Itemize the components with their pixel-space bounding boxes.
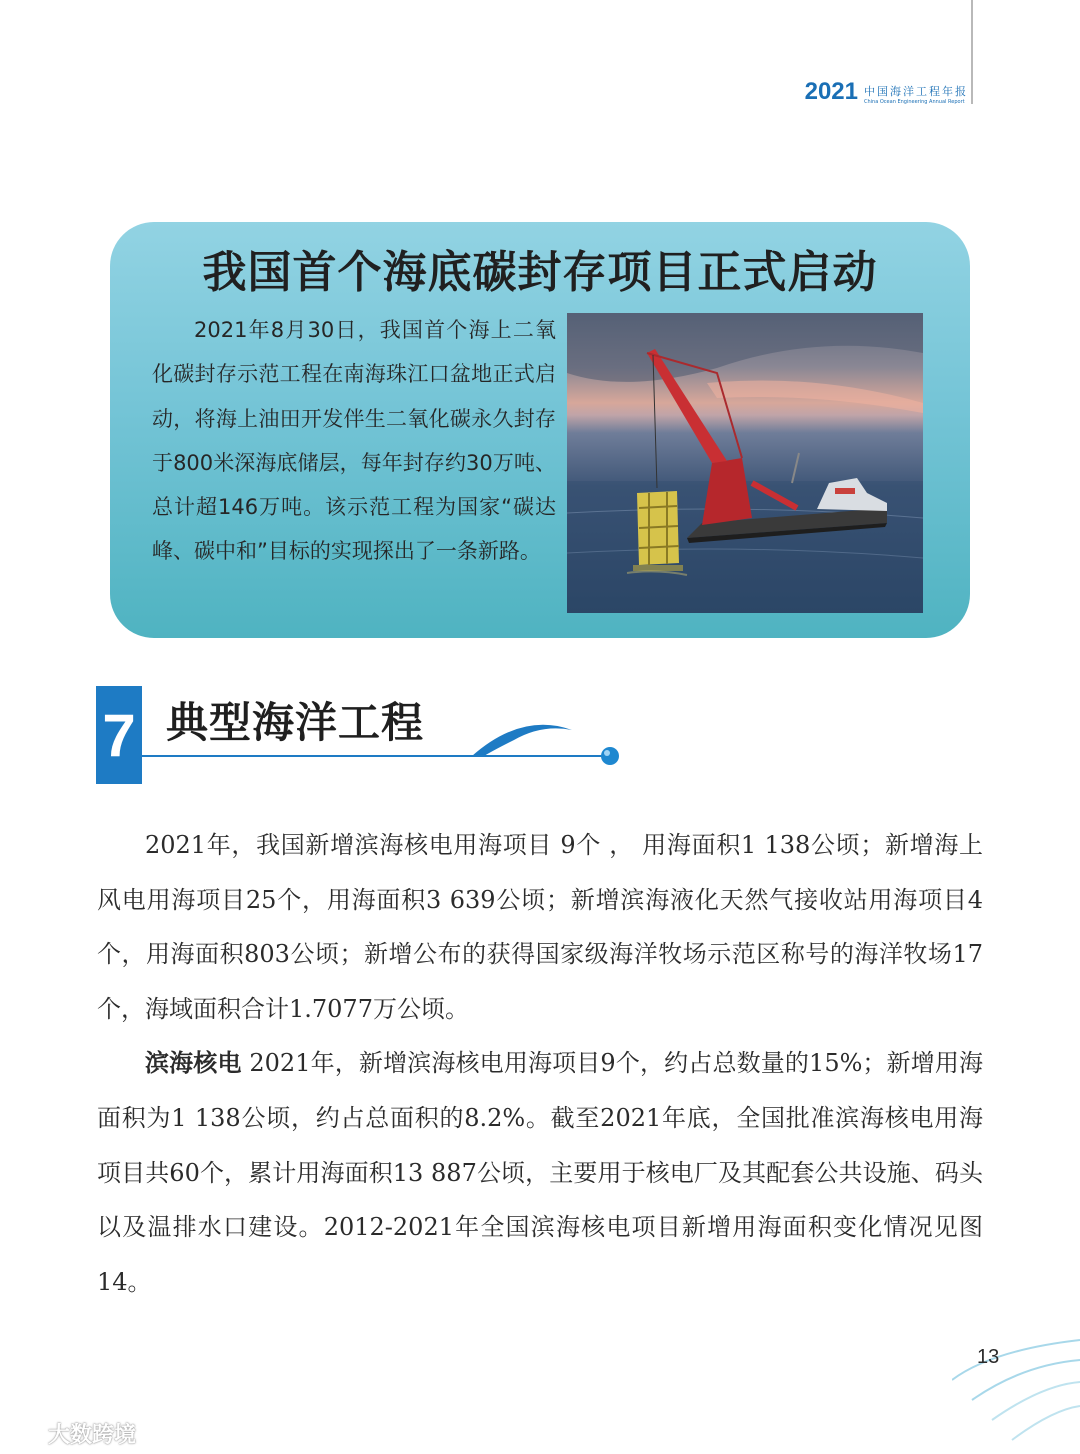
- crane-ship-illustration: [567, 313, 923, 613]
- header-title-en: China Ocean Engineering Annual Report: [864, 99, 965, 105]
- watermark: [8, 1418, 136, 1449]
- page-number: 13: [977, 1346, 1000, 1368]
- header-year: 2021: [804, 78, 858, 105]
- section-number: 7: [96, 686, 142, 784]
- watermark-logo-icon: [8, 1421, 48, 1447]
- section-title: 典型海洋工程: [166, 698, 425, 747]
- body-paragraph-2: [97, 1036, 983, 1309]
- feature-box: [110, 222, 970, 638]
- nuclear-power-heading: 滨海核电: [145, 1048, 242, 1078]
- running-header: [805, 78, 968, 106]
- watermark-text: 大数跨境: [48, 1423, 137, 1448]
- feature-text: [152, 308, 556, 574]
- header-titles: [864, 85, 968, 106]
- section-wave-decoration: [142, 712, 632, 772]
- body-text: [97, 818, 983, 1309]
- nuclear-power-text: 2021年，新增滨海核电用海项目9个，约占总数量的15%；新增用海面积为1 138公顷，约占总面积的8.2%。截至2021年底，全国批准滨海核电用海项目共60个，累计用海面积13 887公顷，主要用于核电厂及其配套公共设施、码头以及温排水口建设。2012-2021年全国滨海核电项目新增用海面积变化情况见图14。: [97, 1049, 983, 1296]
- feature-title: 我国首个海底碳封存项目正式启动: [202, 247, 878, 298]
- header-title-cn: 中国海洋工程年报: [864, 85, 968, 98]
- crane-ship-photo: [567, 313, 923, 613]
- wave-decoration: [952, 1320, 1080, 1454]
- feature-paragraph: 2021年8月30日，我国首个海上二氧化碳封存示范工程在南海珠江口盆地正式启动，将海上油田开发伴生二氧化碳永久封存于800米深海底储层，每年封存约30万吨、总计超146万吨。该示范工程为国家“碳达峰、碳中和”目标的实现探出了一条新路。: [152, 318, 556, 564]
- header-divider-line: [971, 0, 973, 104]
- body-paragraph-1: 2021年，我国新增滨海核电用海项目 9个 ， 用海面积1 138公顷；新增海上风电用海项目25个，用海面积3 639公顷；新增滨海液化天然气接收站用海项目4个，用海面积803公顷；新增公布的获得国家级海洋牧场示范区称号的海洋牧场17个，海域面积合计1.7077万公顷。: [97, 831, 983, 1023]
